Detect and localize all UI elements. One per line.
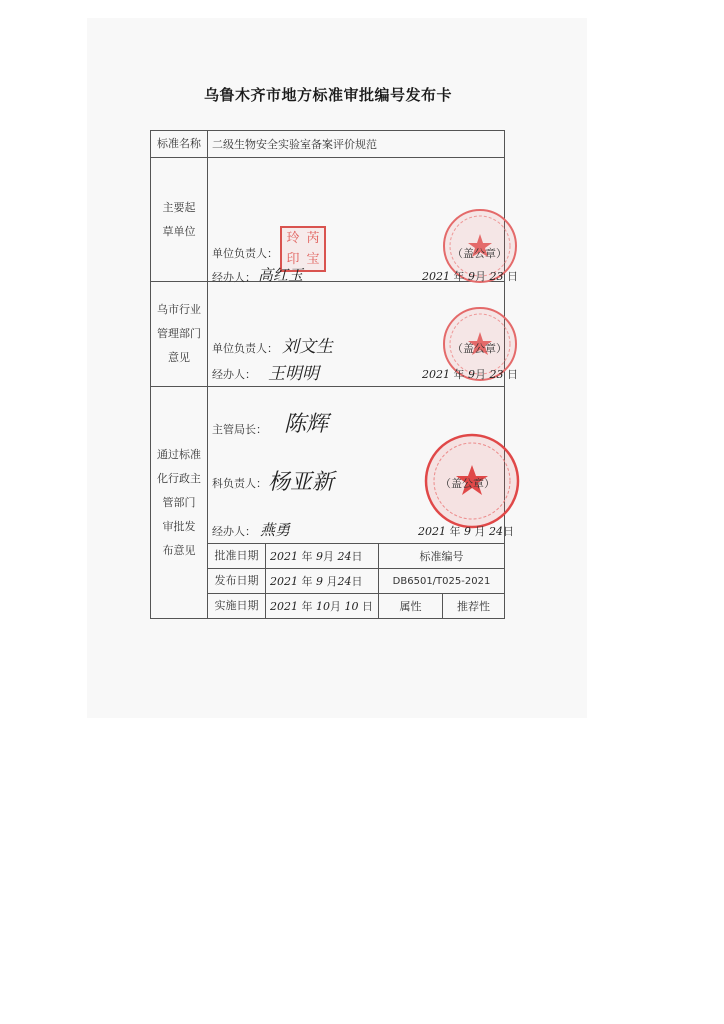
industry-date: 2021 年 9月 23 日	[422, 368, 518, 381]
approval-date-value: 2021 年 9月 24日	[266, 544, 379, 569]
approval-section-label: 科负责人：	[212, 477, 267, 490]
approval-seal-label: （盖公章）	[440, 477, 495, 490]
publish-date-label: 发布日期	[208, 569, 266, 594]
document-title: 乌鲁木齐市地方标准审批编号发布卡	[203, 86, 452, 104]
standard-number-value: DB6501/T025-2021	[379, 569, 505, 594]
industry-handler-signature: 王明明	[268, 364, 319, 384]
industry-label-line: 乌市行业	[157, 303, 201, 316]
approval-section-signature: 杨亚新	[268, 470, 335, 495]
sponsor-content	[208, 158, 518, 284]
industry-head-label: 单位负责人：	[212, 342, 278, 355]
approval-handler-label: 经办人：	[212, 525, 256, 538]
standard-number-label: 标准编号	[379, 544, 505, 569]
sponsor-handler-label: 经办人：	[212, 271, 256, 284]
publish-date-value: 2021 年 9 月24日	[266, 569, 379, 594]
approval-label-line: 通过标准	[157, 447, 201, 461]
approval-label-line: 布意见	[162, 543, 196, 557]
attribute-value: 推荐性	[443, 594, 505, 619]
approval-label-line: 管部门	[162, 495, 196, 509]
approval-label-line: 审批发	[162, 519, 196, 533]
effective-date-label: 实施日期	[208, 594, 266, 619]
industry-label-line: 意见	[168, 351, 190, 364]
sponsor-date: 2021 年 9月 23 日	[422, 270, 518, 283]
sponsor-head-label: 单位负责人：	[212, 247, 278, 260]
industry-row	[151, 282, 505, 387]
publication-card-table	[150, 130, 518, 619]
personal-name-stamp: 玲 芮 印 宝	[280, 226, 326, 272]
industry-head-signature: 刘文生	[282, 337, 333, 357]
industry-content	[208, 282, 518, 387]
sponsor-label-line: 草单位	[162, 224, 196, 238]
approval-row	[151, 387, 505, 544]
effective-date-value: 2021 年 10月 10 日	[266, 594, 379, 619]
standard-name-row	[151, 131, 505, 158]
standard-name-label: 标准名称	[151, 131, 208, 158]
approval-label	[151, 387, 208, 619]
sponsor-label	[151, 158, 208, 282]
sponsor-label-line: 主要起	[162, 200, 196, 214]
standard-name-value: 二级生物安全实验室备案评价规范	[208, 131, 505, 158]
industry-handler-label: 经办人：	[212, 368, 256, 381]
industry-seal-label: （盖公章）	[452, 342, 507, 355]
sponsor-row	[151, 158, 505, 282]
industry-label-line: 管理部门	[157, 327, 201, 340]
sponsor-handler-signature: 高红玉	[258, 266, 304, 284]
approval-content	[208, 387, 514, 544]
sponsor-seal-label: （盖公章）	[452, 247, 507, 260]
approval-handler-signature: 燕勇	[260, 521, 291, 539]
approval-label-line: 化行政主	[157, 471, 201, 485]
industry-label	[151, 282, 208, 387]
approval-director-label: 主管局长：	[212, 423, 267, 436]
approval-date: 2021 年 9 月 24日	[418, 525, 514, 538]
attribute-label: 属性	[379, 594, 443, 619]
approval-date-label: 批准日期	[208, 544, 266, 569]
approval-director-signature: 陈辉	[284, 412, 329, 437]
